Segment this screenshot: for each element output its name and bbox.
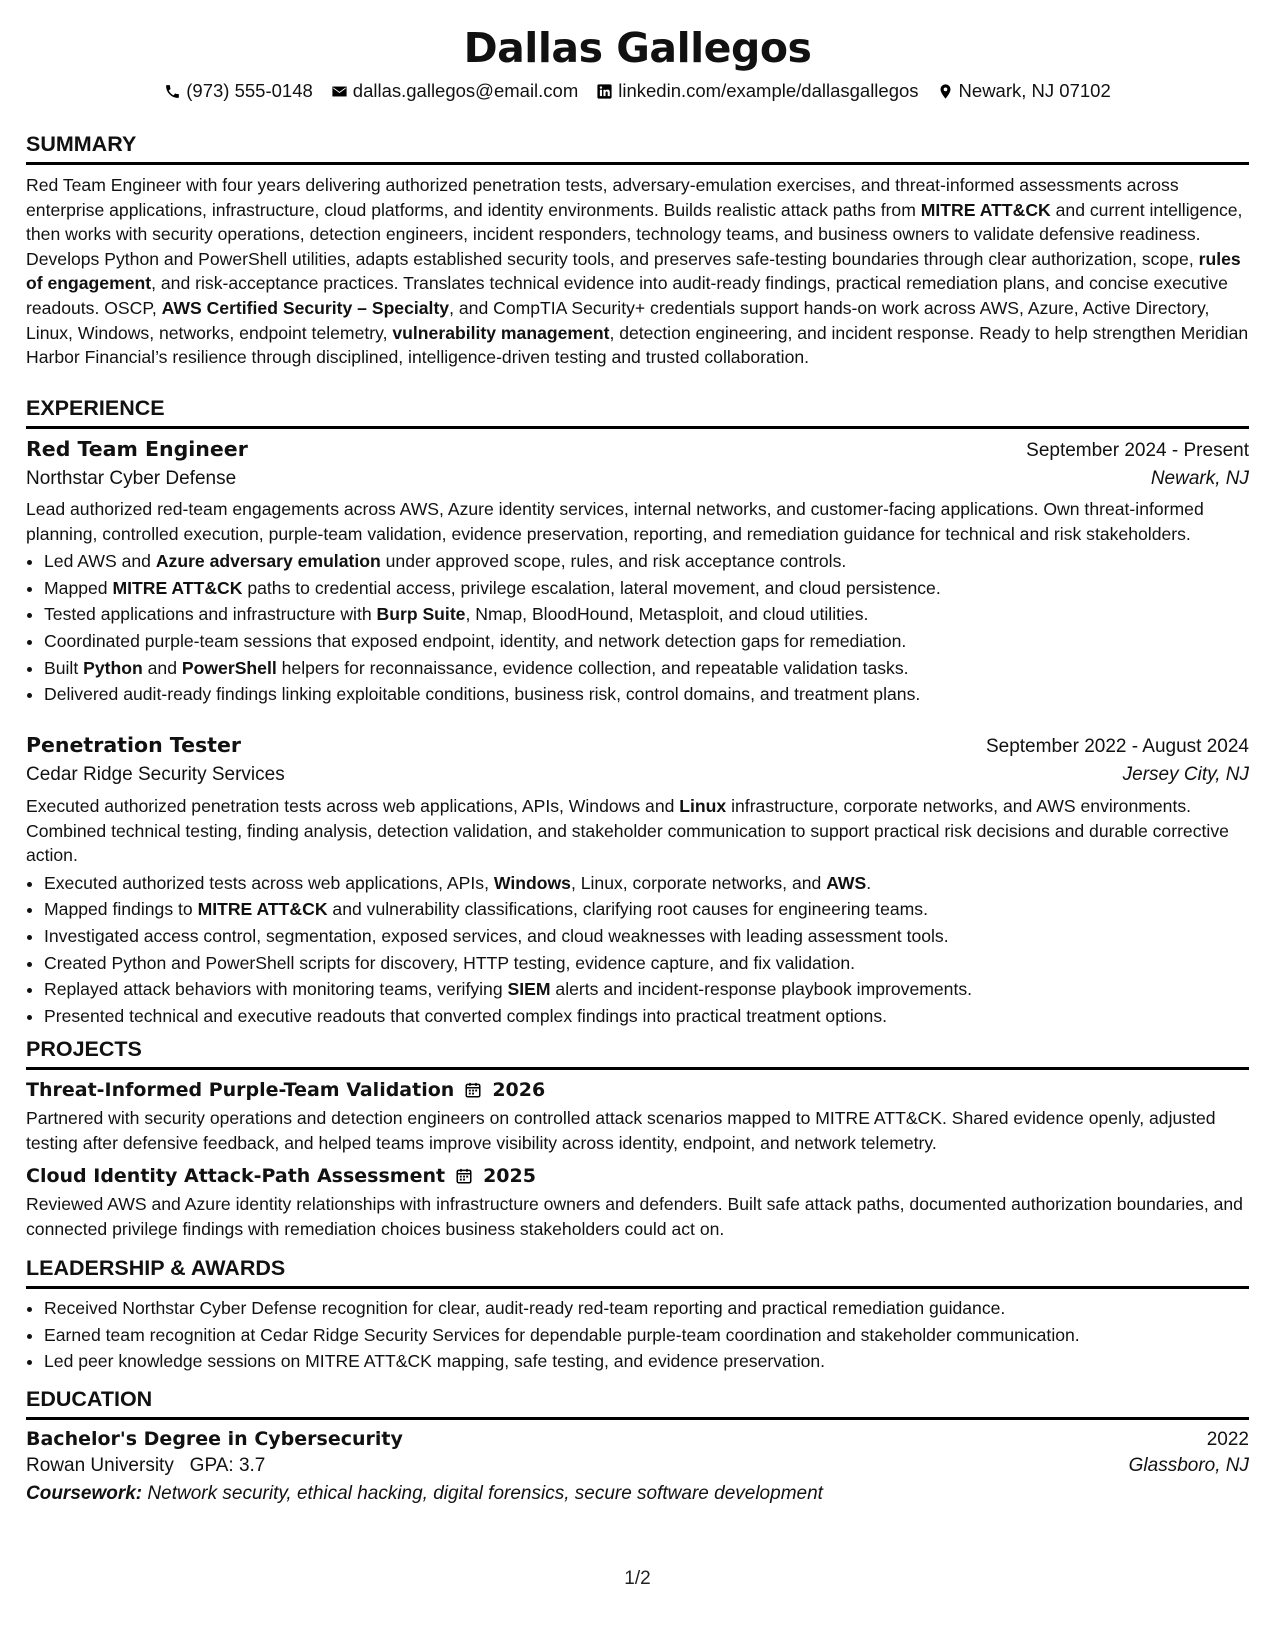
list-item: • Built Python and PowerShell helpers for reconnaissance, evidence collection, and repeatable validation tasks. bbox=[44, 655, 1249, 682]
list-item: • Replayed attack behaviors with monitoring teams, verifying SIEM alerts and incident-response playbook improvements. bbox=[44, 976, 1249, 1003]
company-name: Northstar Cyber Defense bbox=[26, 468, 237, 489]
list-item: • Received Northstar Cyber Defense recognition for clear, audit-ready red-team reporting and practical remediation guidance. bbox=[44, 1295, 1249, 1322]
envelope-icon bbox=[331, 83, 348, 100]
gpa: GPA: 3.7 bbox=[189, 1455, 266, 1476]
contact-phone bbox=[164, 79, 313, 103]
phone-icon bbox=[164, 83, 181, 100]
job-description: Lead authorized red-team engagements across AWS, Azure identity services, internal networks, and customer-facing applications. Own threat-informed planning, controlled execution, purple-team validation, evidence preservation, reporting, and remediation guidance for technical and risk stakeholders. bbox=[26, 499, 1204, 544]
project-entry bbox=[26, 1165, 1249, 1241]
phone-text: (973) 555-0148 bbox=[186, 80, 313, 101]
coursework-text: Network security, ethical hacking, digital forensics, secure software development bbox=[147, 1483, 823, 1504]
email-text: dallas.gallegos@email.com bbox=[352, 80, 579, 101]
contact-bar bbox=[26, 79, 1249, 103]
calendar-icon bbox=[455, 1167, 473, 1185]
contact-linkedin[interactable] bbox=[596, 79, 918, 103]
project-title: Threat-Informed Purple-Team Validation bbox=[26, 1079, 455, 1101]
project-entry bbox=[26, 1079, 1249, 1155]
project-description: Partnered with security operations and detection engineers on controlled attack scenarios mapped to MITRE ATT&CK. Shared evidence openly, adjusted testing after defensive feedback, and helped teams improve visibility across identity, endpoint, and network telemetry. bbox=[26, 1108, 1216, 1153]
project-title: Cloud Identity Attack-Path Assessment bbox=[26, 1165, 446, 1188]
list-item: • Created Python and PowerShell scripts for discovery, HTTP testing, evidence capture, and fix validation. bbox=[44, 950, 1249, 977]
school-location: Glassboro, NJ bbox=[1128, 1455, 1249, 1476]
list-item: • Investigated access control, segmentation, exposed services, and cloud weaknesses with leading assessment tools. bbox=[44, 923, 1249, 950]
list-item: • Earned team recognition at Cedar Ridge Security Services for dependable purple-team coordination and stakeholder communication. bbox=[44, 1322, 1249, 1349]
job-location: Newark, NJ bbox=[1150, 468, 1249, 489]
list-item: • Mapped findings to MITRE ATT&CK and vulnerability classifications, clarifying root causes for engineering teams. bbox=[44, 896, 1249, 923]
job-location: Jersey City, NJ bbox=[1122, 764, 1249, 785]
calendar-icon bbox=[464, 1081, 482, 1099]
experience-section bbox=[26, 395, 1249, 708]
list-item: • Led peer knowledge sessions on MITRE ATT&CK mapping, safe testing, and evidence preservation. bbox=[44, 1348, 1249, 1375]
page-number: 1/2 bbox=[624, 1568, 651, 1589]
project-year: 2025 bbox=[483, 1165, 536, 1188]
company-name: Cedar Ridge Security Services bbox=[26, 764, 285, 785]
contact-email[interactable] bbox=[331, 79, 578, 103]
job-dates: September 2024 - Present bbox=[1026, 440, 1249, 461]
map-pin-icon bbox=[937, 83, 954, 100]
summary-text: Red Team Engineer with four years delivering authorized penetration tests, adversary-emulation exercises, and threat-informed assessments across enterprise applications, infrastructure, cloud platforms, and identity environments. Builds realistic attack paths from MITRE ATT&CK and current intelligence, then works with security operations, detection engineers, incident responders, technology teams, and business owners to validate defensive readiness. Develops Python and PowerShell utilities, adapts established security tools, and preserves safe-testing boundaries through clear authorization, scope, rules of engagement, and risk-acceptance practices. Translates technical evidence into audit-ready findings, practical remediation plans, and concise executive readouts. OSCP, AWS Certified Security – Specialty, and CompTIA Security+ credentials support hands-on work across AWS, Azure, Active Directory, Linux, Windows, networks, endpoint telemetry, vulnerability management, detection engineering, and incident response. Ready to help strengthen Meridian Harbor Financial’s resilience through disciplined, intelligence-driven testing and trusted collaboration. bbox=[26, 175, 1249, 368]
list-item: • Delivered audit-ready findings linking exploitable conditions, business risk, control domains, and treatment plans. bbox=[44, 681, 1249, 708]
linkedin-text: linkedin.com/example/dallasgallegos bbox=[618, 80, 919, 101]
education-section bbox=[26, 1386, 1249, 1505]
location-text: Newark, NJ 07102 bbox=[958, 80, 1111, 101]
job-entry bbox=[26, 437, 1249, 708]
summary-section bbox=[26, 131, 1249, 370]
list-item: • Mapped MITRE ATT&CK paths to credential access, privilege escalation, lateral movement, and cloud persistence. bbox=[44, 575, 1249, 602]
job-title: Red Team Engineer bbox=[26, 437, 248, 461]
candidate-name: Dallas Gallegos bbox=[463, 24, 812, 72]
section-title-leadership: LEADERSHIP & AWARDS bbox=[26, 1255, 1249, 1289]
section-title-experience: EXPERIENCE bbox=[26, 395, 1249, 429]
section-title-education: EDUCATION bbox=[26, 1386, 1249, 1420]
degree-title: Bachelor's Degree in Cybersecurity bbox=[26, 1428, 403, 1450]
job-title: Penetration Tester bbox=[26, 733, 241, 757]
coursework-label: Coursework: bbox=[26, 1483, 143, 1504]
resume-page bbox=[26, 22, 1249, 1504]
graduation-year: 2022 bbox=[1206, 1429, 1249, 1450]
school-name: Rowan University bbox=[26, 1455, 174, 1476]
list-item: • Coordinated purple-team sessions that exposed endpoint, identity, and network detection gaps for remediation. bbox=[44, 628, 1249, 655]
job-bullets bbox=[26, 870, 1249, 1030]
coursework-line bbox=[26, 1483, 1249, 1505]
project-year: 2026 bbox=[492, 1079, 546, 1101]
contact-location bbox=[937, 79, 1111, 103]
project-description: Reviewed AWS and Azure identity relationships with infrastructure owners and defenders. Built safe attack paths, documented authorization boundaries, and connected privilege findings with remediation choices business stakeholders could act on. bbox=[26, 1194, 1243, 1239]
projects-section bbox=[26, 1036, 1249, 1241]
section-title-summary: SUMMARY bbox=[26, 131, 1249, 165]
list-item: • Tested applications and infrastructure with Burp Suite, Nmap, BloodHound, Metasploit, and cloud utilities. bbox=[44, 601, 1249, 628]
leadership-section bbox=[26, 1255, 1249, 1375]
section-title-projects: PROJECTS bbox=[26, 1036, 1249, 1070]
job-bullets bbox=[26, 548, 1249, 708]
list-item: • Led AWS and Azure adversary emulation under approved scope, rules, and risk acceptance controls. bbox=[44, 548, 1249, 575]
job-entry bbox=[26, 733, 1249, 1029]
job-dates: September 2022 - August 2024 bbox=[985, 736, 1249, 757]
list-item: • Executed authorized tests across web applications, APIs, Windows, Linux, corporate networks, and AWS. bbox=[44, 870, 1249, 897]
job-description: Executed authorized penetration tests across web applications, APIs, Windows and Linux infrastructure, corporate networks, and AWS environments. Combined technical testing, finding analysis, detection validation, and stakeholder communication to support practical risk decisions and durable corrective action. bbox=[26, 796, 1229, 866]
school-line bbox=[26, 1455, 265, 1477]
leadership-list bbox=[26, 1295, 1249, 1375]
list-item: • Presented technical and executive readouts that converted complex findings into practical treatment options. bbox=[44, 1003, 1249, 1030]
linkedin-icon bbox=[596, 83, 613, 100]
